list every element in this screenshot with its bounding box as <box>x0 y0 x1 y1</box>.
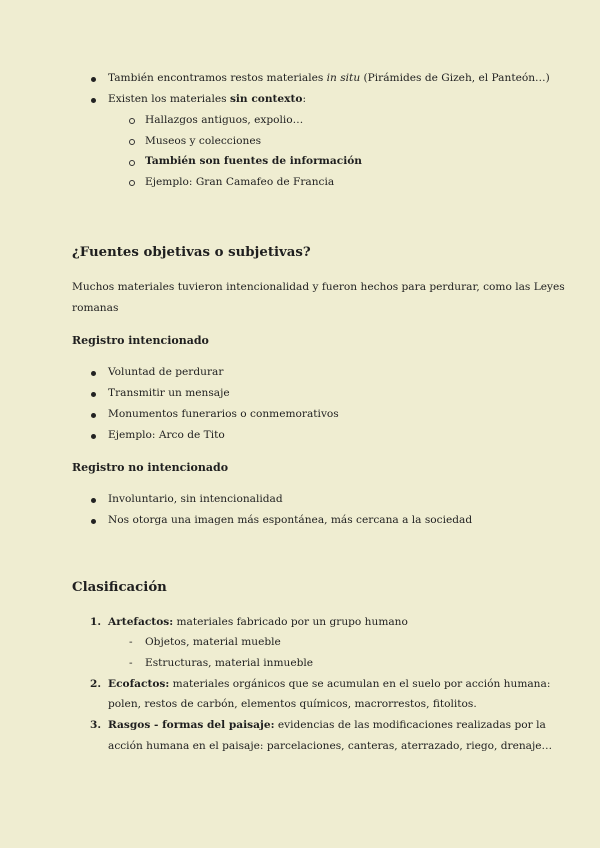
intentional-item: Ejemplo: Arco de Tito <box>108 429 225 441</box>
sub-item-3: También son fuentes de información <box>145 155 362 167</box>
bullet-marker <box>91 498 96 503</box>
sub-item-2: Museos y colecciones <box>145 135 262 147</box>
subheading-intentional: Registro intencionado <box>72 334 209 347</box>
section-heading-classification: Clasificación <box>72 580 167 595</box>
unintentional-item: Nos otorga una imagen más espontánea, más cercana a la sociedad <box>108 514 473 526</box>
artefact-subitem: Objetos, material mueble <box>145 636 281 648</box>
classification-item-3: Rasgos - formas del paisaje: evidencias de las modificaciones realizadas por la <box>108 719 546 731</box>
bullet-marker <box>91 434 96 439</box>
sub-item-4: Ejemplo: Gran Camafeo de Francia <box>145 176 335 188</box>
paragraph-line: romanas <box>72 302 119 314</box>
sub-item-1: Hallazgos antiguos, expolio… <box>145 114 304 126</box>
list-number: 3. <box>90 719 102 731</box>
list-number: 1. <box>90 616 102 628</box>
intro-item-1: También encontramos restos materiales in situ (Pirámides de Gizeh, el Panteón…) <box>108 72 550 84</box>
dash-marker: - <box>129 636 133 648</box>
classification-item-1: Artefactos: materiales fabricado por un grupo humano <box>108 616 408 628</box>
unintentional-item: Involuntario, sin intencionalidad <box>108 493 283 505</box>
intentional-item: Monumentos funerarios o conmemorativos <box>108 408 339 420</box>
bullet-marker <box>91 77 96 82</box>
subheading-unintentional: Registro no intencionado <box>72 461 229 474</box>
bullet-marker <box>91 519 96 524</box>
classification-item-2-cont: polen, restos de carbón, elementos químicos, macrorrestos, fitolitos. <box>108 698 477 710</box>
list-number: 2. <box>90 678 102 690</box>
section-heading-sources: ¿Fuentes objetivas o subjetivas? <box>72 245 311 260</box>
artefact-subitem: Estructuras, material inmueble <box>145 657 314 669</box>
bullet-marker <box>91 98 96 103</box>
circle-bullet-marker <box>129 118 135 124</box>
intentional-item: Voluntad de perdurar <box>108 366 224 378</box>
paragraph-line: Muchos materiales tuvieron intencionalidad y fueron hechos para perdurar, como las Leyes <box>72 281 565 293</box>
bullet-marker <box>91 371 96 376</box>
circle-bullet-marker <box>129 180 135 186</box>
bullet-marker <box>91 392 96 397</box>
bullet-marker <box>91 413 96 418</box>
intro-item-2: Existen los materiales sin contexto: <box>108 93 307 105</box>
dash-marker: - <box>129 657 133 669</box>
classification-item-2: Ecofactos: materiales orgánicos que se acumulan en el suelo por acción humana: <box>108 678 551 690</box>
circle-bullet-marker <box>129 160 135 166</box>
circle-bullet-marker <box>129 139 135 145</box>
intentional-item: Transmitir un mensaje <box>108 387 230 399</box>
classification-item-3-cont: acción humana en el paisaje: parcelaciones, canteras, aterrazado, riego, drenaje… <box>108 740 553 752</box>
